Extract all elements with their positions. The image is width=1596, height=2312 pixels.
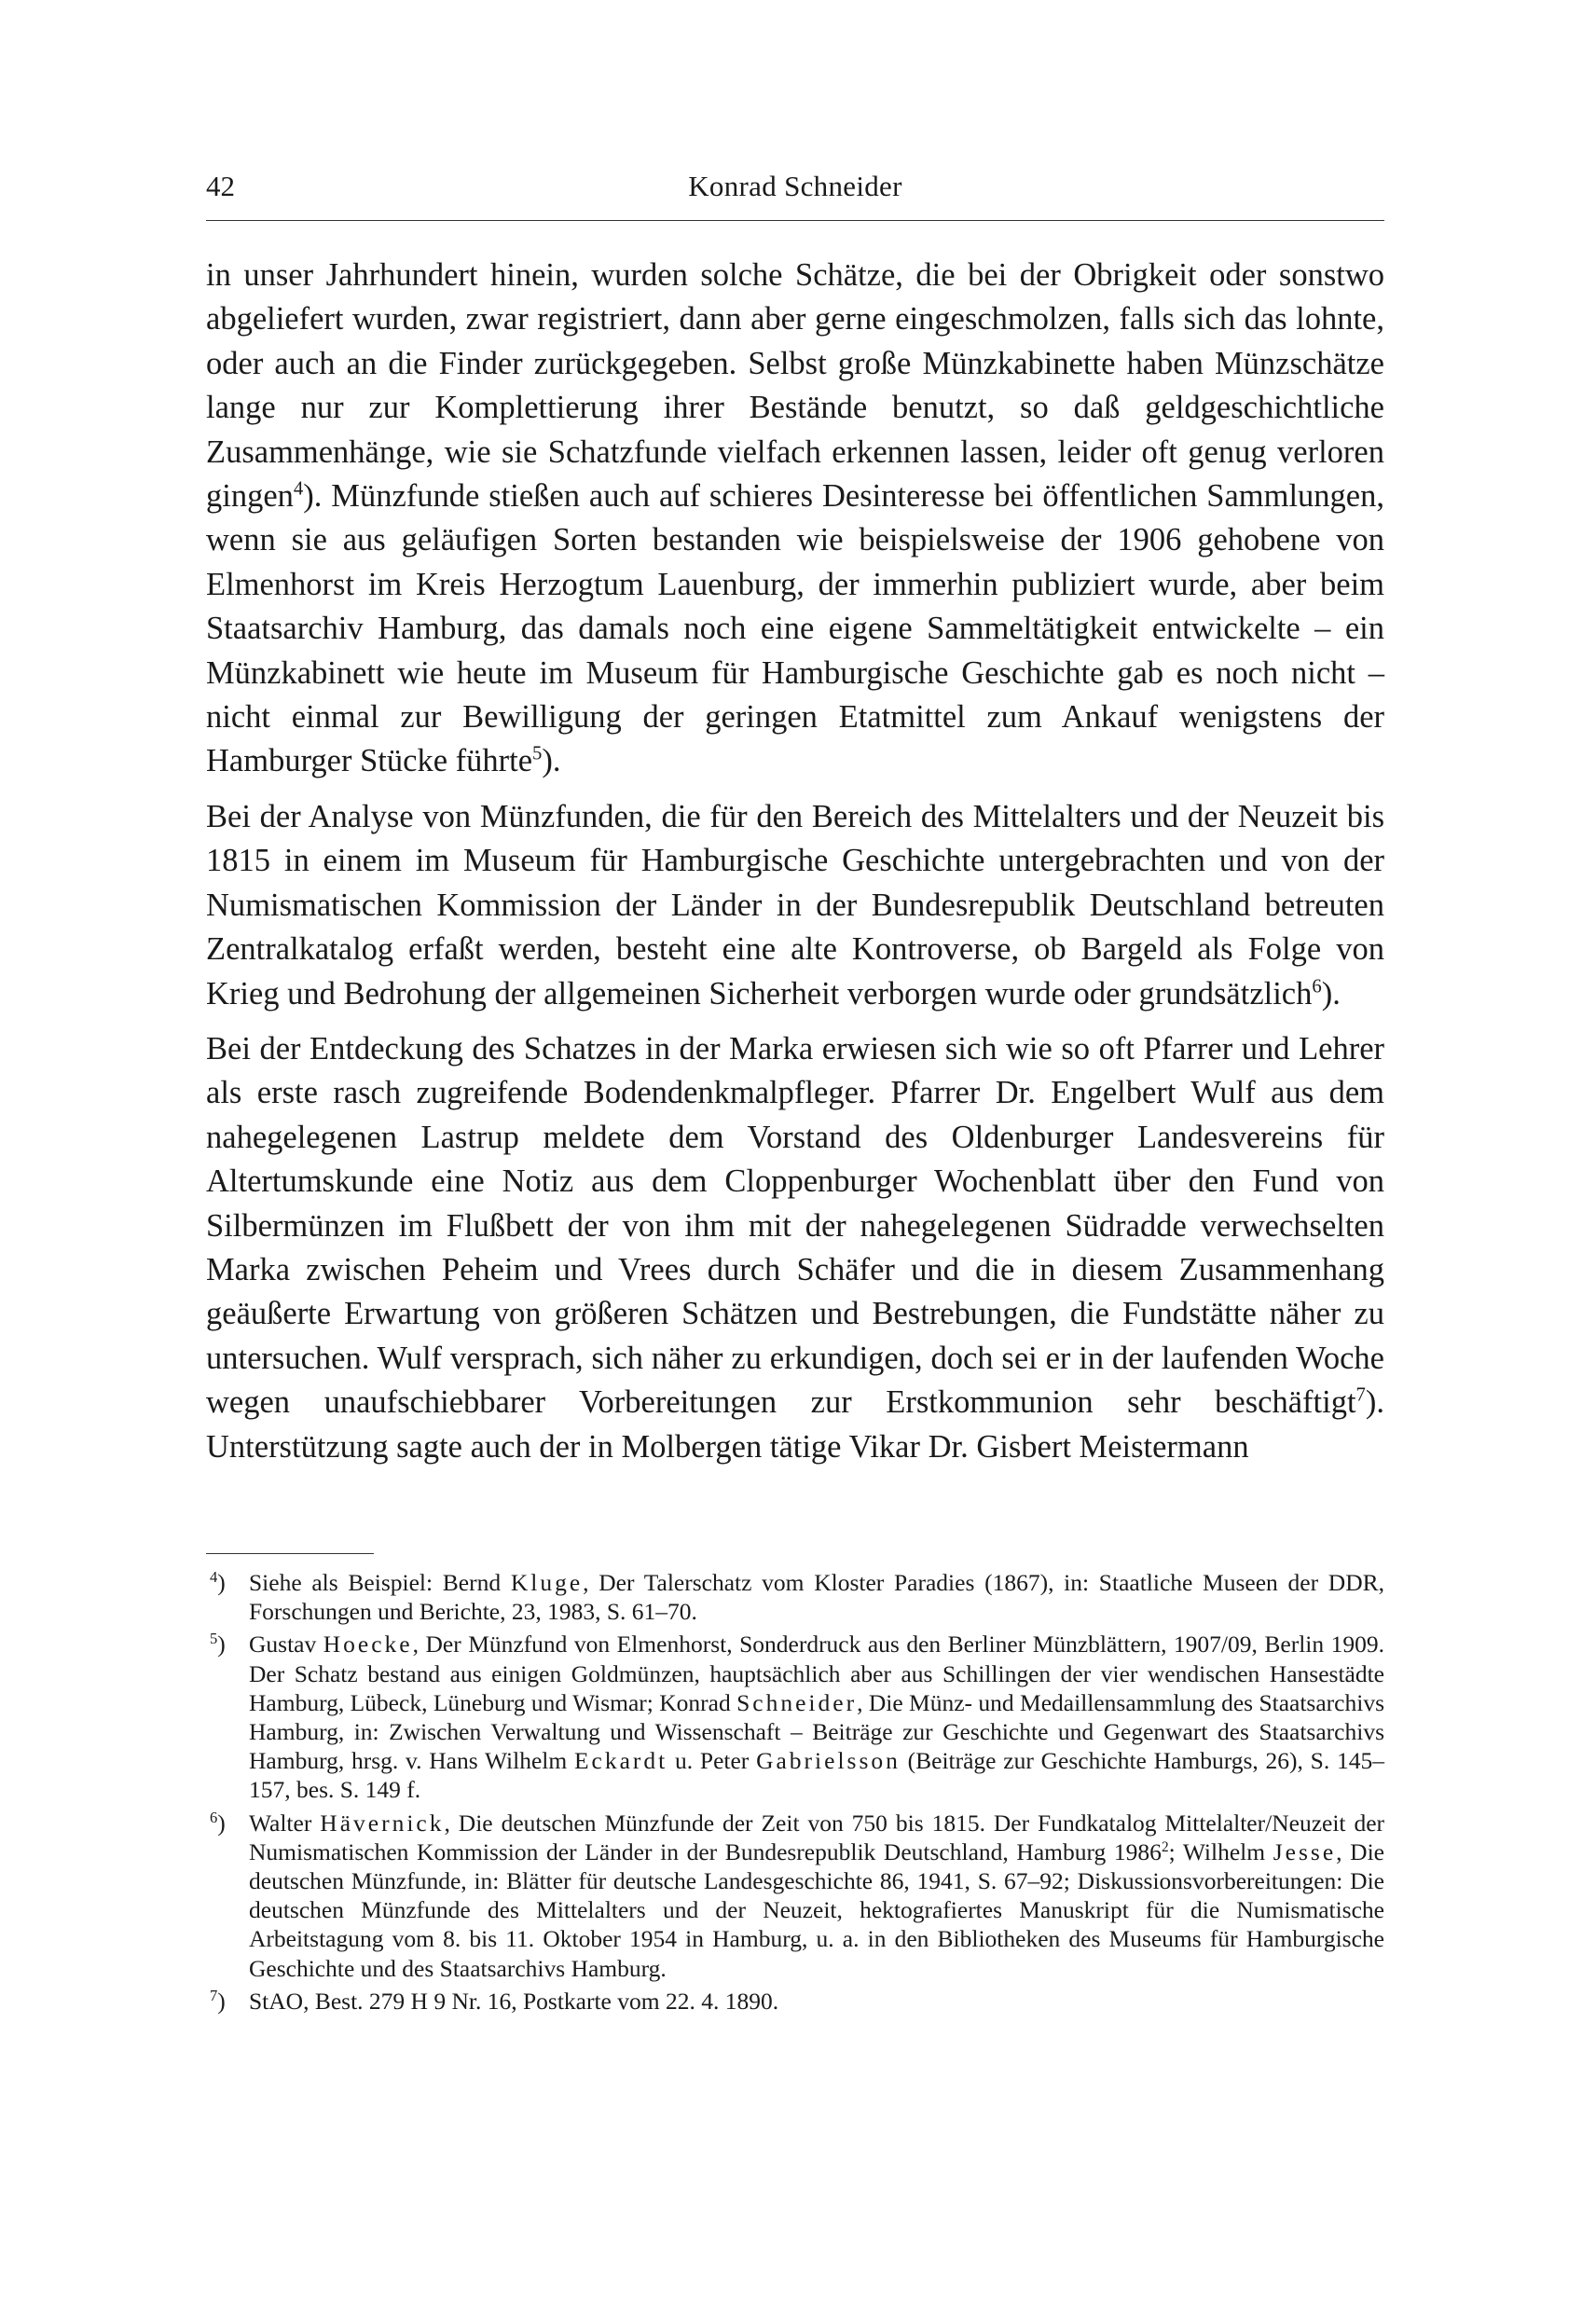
author-name: Jesse [1273, 1837, 1337, 1865]
footnote-rule [206, 1553, 374, 1554]
author-name: Eckardt [573, 1747, 668, 1775]
author-name: Kluge [510, 1569, 584, 1596]
footnotes [206, 1568, 1384, 2019]
header-rule [206, 220, 1384, 221]
author-name: Gabrielsson [756, 1747, 901, 1775]
footnote-ref[interactable]: 6 [1312, 976, 1322, 998]
author-name: Hävernick [320, 1809, 445, 1837]
footnote: $^4$) Siehe als Beispiel: Bernd Kluge, Der Talerschatz vom Kloster Paradies (1867), in: Staatliche Museen der DDR, Forschungen und Berichte, 23, 1983, S. 61–70. [210, 1567, 1384, 1626]
author-name: Hoecke [323, 1631, 413, 1658]
footnote-mark: $^5$) [210, 1630, 226, 1658]
footnote: $^6$) Walter Hävernick, Die deutschen Münzfunde der Zeit von 750 bis 1815. Der Fundkatalog Mittelalter/Neuzeit der Numismatischen Kommission der Länder in der Bundesrepublik Deutschland, Hamburg 1986$^2$; Wilhelm Jesse, Die deutschen Münzfunde, in: Blätter für deutsche Landesgeschichte 86, 1941, S. 67–92; Diskussionsvorbereitungen: Die deutschen Münzfunde des Mittelalters und der Neuzeit, hektografiertes Manuskript für die Numismatische Arbeitstagung vom 8. bis 11. Oktober 1954 in Hamburg, u. a. in den Bibliotheken des Museums für Hamburgische Geschichte und des Staatsarchivs Hamburg. [210, 1808, 1385, 1982]
footnote-ref[interactable]: 5 [532, 744, 543, 765]
book-page [206, 168, 1385, 2015]
paragraph: Bei der Analyse von Münzfunden, die für den Bereich des Mittelalters und der Neuzeit bis 1815 in einem im Museum für Hamburgische Geschichte untergebrachten und von der Numismatischen Kommission der Länder in der Bundesrepublik Deutschland betreuten Zentralkatalog erfaßt werden, besteht eine alte Kontroverse, ob Bargeld als Folge von Krieg und Bedrohung der allgemeinen Sicherheit verborgen wurde oder grundsätzlich$^6$). [206, 798, 1384, 1012]
footnote: $^5$) Gustav Hoecke, Der Münzfund von Elmenhorst, Sonderdruck aus den Berliner Münzblättern, 1907/09, Berlin 1909. Der Schatz bestand aus einigen Goldmünzen, hauptsächlich aber aus Schillingen der vier wendischen Hansestädte Hamburg, Lübeck, Lüneburg und Wismar; Konrad Schneider, Die Münz- und Medaillensammlung des Staatsarchivs Hamburg, in: Zwischen Verwaltung und Wissenschaft – Beiträge zur Geschichte und Gegenwart des Staatsarchivs Hamburg, hrsg. v. Hans Wilhelm Eckardt u. Peter Gabrielsson (Beiträge zur Geschichte Hamburgs, 26), S. 145–157, bes. S. 149 f. [210, 1630, 1384, 1804]
running-head: Konrad Schneider [688, 170, 902, 202]
paragraph: Bei der Entdeckung des Schatzes in der Marka erwiesen sich wie so oft Pfarrer und Lehrer als erste rasch zugreifende Bodendenkmalpfleger. Pfarrer Dr. Engelbert Wulf aus dem nahegelegenen Lastrup meldete dem Vorstand des Oldenburger Landesvereins für Altertumskunde eine Notiz aus dem Cloppenburger Wochenblatt über den Fund von Silbermünzen im Flußbett der von ihm mit der nahegelegenen Südradde verwechselten Marka zwischen Peheim und Vrees durch Schäfer und die in diesem Zusammenhang geäußerte Erwartung von größeren Schätzen und Bestrebungen, die Fundstätte näher zu untersuchen. Wulf versprach, sich näher zu erkundigen, doch sei er in der laufenden Woche wegen unaufschiebbarer Vorbereitungen zur Erstkommunion sehr beschäftigt$^7$). Unterstützung sagte auch der in Molbergen tätige Vikar Dr. Gisbert Meistermann [206, 1030, 1384, 1465]
footnote-mark: $^7$) [210, 1986, 226, 2015]
page-number: 42 [206, 170, 235, 202]
footnote-mark: $^4$) [210, 1567, 226, 1596]
body-text [206, 254, 1384, 1469]
footnote-ref[interactable]: 7 [1355, 1384, 1366, 1406]
footnote: $^7$) StAO, Best. 279 H 9 Nr. 16, Postkarte vom 22. 4. 1890. [210, 1986, 779, 2015]
paragraph: in unser Jahrhundert hinein, wurden solche Schätze, die bei der Obrigkeit oder sonstwo abgeliefert wurden, zwar registriert, dann aber gerne eingeschmolzen, falls sich das lohnte, oder auch an die Finder zurückgegeben. Selbst große Münzkabinette haben Münzschätze lange nur zur Komplettierung ihrer Bestände benutzt, so daß geldgeschichtliche Zusammenhänge, wie sie Schatzfunde vielfach erkennen lassen, leider oft genug verloren gingen$^4$). Münzfunde stießen auch auf schieres Desinteresse bei öffentlichen Sammlungen, wenn sie aus geläufigen Sorten bestanden wie beispielsweise der 1906 gehobene von Elmenhorst im Kreis Herzogtum Lauenburg, der immerhin publiziert wurde, aber beim Staatsarchiv Hamburg, das damals noch eine eigene Sammeltätigkeit entwickelte – ein Münzkabinett wie heute im Museum für Hamburgische Geschichte gab es noch nicht – nicht einmal zur Bewilligung der geringen Etatmittel zum Ankauf wenigstens der Hamburger Stücke führte$^5$). [206, 257, 1384, 779]
footnote-ref[interactable]: 4 [293, 478, 304, 500]
page-header [206, 168, 1384, 205]
author-name: Schneider [736, 1688, 858, 1716]
footnote-mark: $^6$) [210, 1808, 226, 1837]
